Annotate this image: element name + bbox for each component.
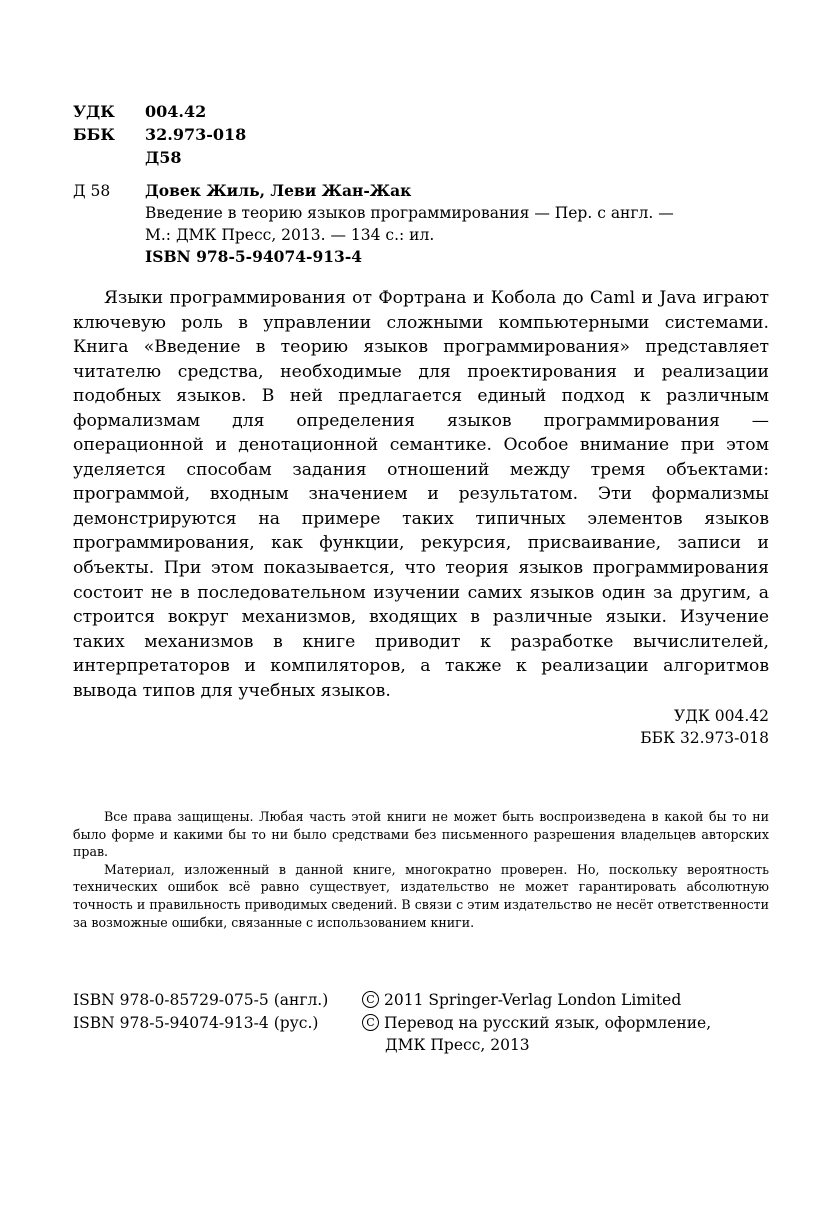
copyright-original-text: 2011 Springer-Verlag London Limited: [384, 991, 682, 1009]
isbn-list: [73, 989, 362, 1057]
author-mark-row: [73, 146, 246, 169]
catalog-entry: [73, 180, 773, 268]
bbk-value: 32.973-018: [145, 125, 247, 144]
rights-paragraph: Все права защищены. Любая часть этой книги не может быть воспроизведена в какой бы то ни было форме и какими бы то ни было средствами без письменного разрешения владельцев авторских прав.: [73, 809, 769, 860]
catalog-title-line: Введение в теорию языков программирования — Пер. с англ. —: [145, 204, 674, 222]
disclaimer-paragraph: Материал, изложенный в данной книге, многократно проверен. Но, поскольку вероятность технических ошибок всё равно существует, издательство не может гарантировать абсолютную точность и правильность приводимых сведений. В связи с этим издательство не несёт ответственности за возможные ошибки, связанные с использованием книги.: [73, 861, 769, 930]
annotation-paragraph: Языки программирования от Фортрана и Кобола до Caml и Java играют ключевую роль в управлении сложными компьютерными системами. Книга «Введение в теорию языков программирования» представляет читателю средства, необходимые для проектирования и реализации подобных языков. В ней предлагается единый подход к различным формализмам для определения языков программирования — операционной и денотационной семантике. Особое внимание при этом уделяется способам задания отношений между тремя объектами: программой, входным значением и результатом. Эти формализмы демонстрируются на примере таких типичных элементов языков программирования, как функции, рекурсия, присваивание, записи и объекты. При этом показывается, что теория языков программирования состоит не в последовательном изучении самих языков один за другим, а строится вокруг механизмов, входящих в различные языки. Изучение таких механизмов в книге приводит к разработке вычислителей, интерпретаторов и компиляторов, а также к реализации алгоритмов вывода типов для учебных языков.: [73, 288, 769, 701]
author-mark: Д58: [145, 148, 182, 167]
catalog-publisher-line: М.: ДМК Пресс, 2013. — 134 с.: ил.: [145, 226, 435, 244]
catalog-code: Д 58: [73, 182, 111, 200]
copyright-original: [362, 989, 762, 1012]
rights-notice: [73, 808, 769, 931]
udk-value: 004.42: [145, 102, 207, 121]
copyright-icon: C: [362, 991, 379, 1008]
catalog-authors: Довек Жиль, Леви Жан-Жак: [145, 181, 412, 200]
bbk-row: [73, 123, 246, 146]
catalog-isbn: ISBN 978-5-94074-913-4: [145, 247, 363, 266]
copyright-icon: C: [362, 1014, 379, 1031]
copyright-translation-publisher: ДМК Пресс, 2013: [385, 1036, 530, 1054]
copyright-list: [362, 989, 762, 1057]
copyright-translation: [362, 1012, 762, 1035]
isbn-original: ISBN 978-0-85729-075-5 (англ.): [73, 991, 329, 1009]
isbn-copyright-block: [73, 989, 762, 1057]
bbk-label: ББК: [73, 125, 115, 144]
udk-row: [73, 100, 246, 123]
copyright-translation-text: Перевод на русский язык, оформление,: [384, 1013, 712, 1032]
catalog-body: [145, 180, 773, 268]
classification-bottom: [640, 705, 769, 749]
classification-block: [73, 100, 246, 169]
udk-label: УДК: [73, 102, 115, 121]
udk-bottom: УДК 004.42: [674, 707, 769, 725]
bbk-bottom: ББК 32.973-018: [640, 729, 769, 747]
isbn-russian: ISBN 978-5-94074-913-4 (рус.): [73, 1013, 319, 1032]
